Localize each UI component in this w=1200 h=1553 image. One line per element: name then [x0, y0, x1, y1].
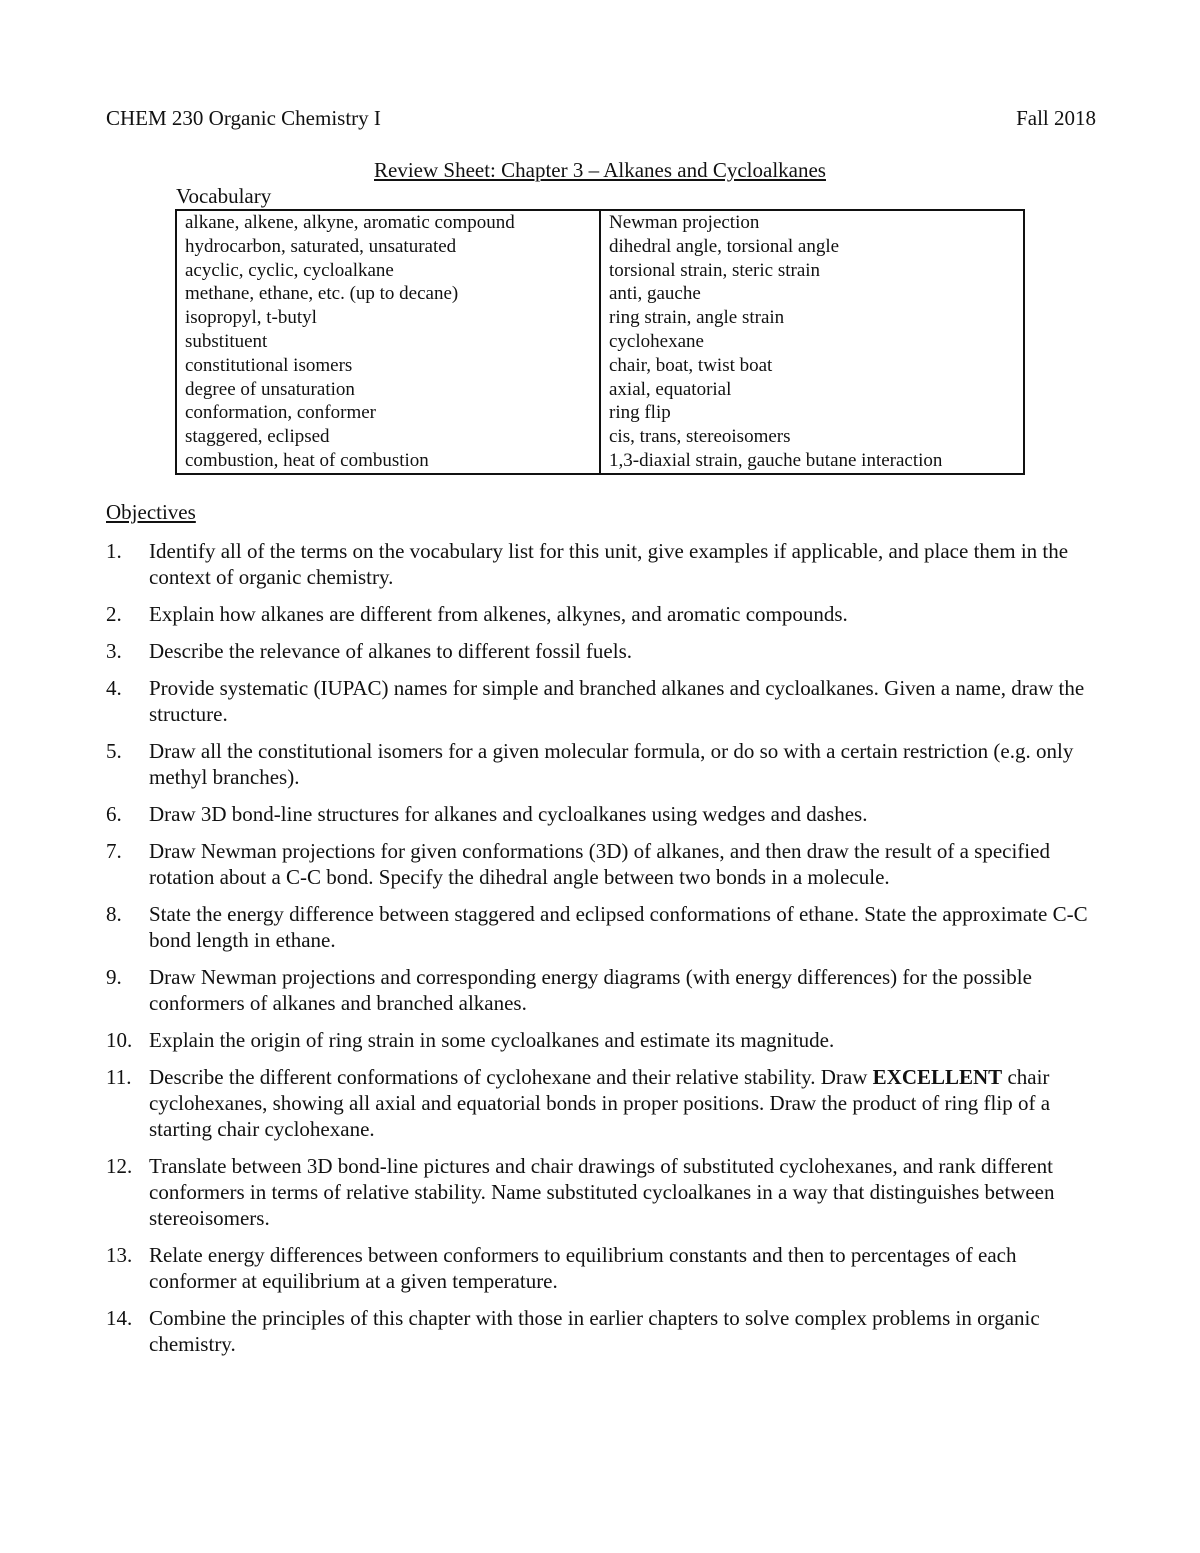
objective-number: 14.	[106, 1306, 133, 1330]
objective-number: 10.	[106, 1028, 133, 1052]
objective-number: 4.	[106, 676, 122, 700]
vocabulary-heading: Vocabulary	[176, 184, 272, 208]
vocab-term: alkane, alkene, alkyne, aromatic compound	[185, 212, 515, 233]
vocabulary-table	[175, 209, 1025, 475]
objective-text: Draw Newman projections for given conformations (3D) of alkanes, and then draw the result of a specified rotation about a C-C bond. Specify the dihedral angle between two bonds in a molecule.	[149, 839, 1050, 889]
vocab-term: torsional strain, steric strain	[609, 259, 821, 281]
objective-text: Translate between 3D bond-line pictures and chair drawings of substituted cyclohexanes, and rank different conformers in terms of relative stability. Name substituted cycloalkanes in a way that distinguishes between stereoisomers.	[149, 1154, 1055, 1230]
objective-text: Describe the relevance of alkanes to different fossil fuels.	[149, 639, 632, 663]
vocab-term: acyclic, cyclic, cycloalkane	[185, 259, 394, 281]
vocab-term: degree of unsaturation	[185, 378, 355, 400]
page-title: Review Sheet: Chapter 3 – Alkanes and Cycloalkanes	[374, 158, 826, 182]
vocab-term: combustion, heat of combustion	[185, 449, 429, 471]
vocab-term: cyclohexane	[609, 330, 704, 352]
vocab-term: Newman projection	[609, 212, 760, 233]
objective-text: Draw 3D bond-line structures for alkanes and cycloalkanes using wedges and dashes.	[149, 802, 868, 826]
vocab-term: staggered, eclipsed	[185, 426, 330, 448]
objective-item	[106, 601, 1096, 627]
vocab-term: constitutional isomers	[185, 354, 353, 376]
objective-text: Explain how alkanes are different from alkenes, alkynes, and aromatic compounds.	[149, 602, 848, 626]
objective-text: Explain the origin of ring strain in some cycloalkanes and estimate its magnitude.	[149, 1028, 835, 1052]
objective-number: 9.	[106, 965, 122, 989]
vocab-term: conformation, conformer	[185, 402, 376, 424]
objective-number: 7.	[106, 839, 122, 863]
objective-item	[106, 1305, 1096, 1357]
objective-text-post: chair cyclohexanes, showing all axial and equatorial bonds in proper positions. Draw the product of ring flip of a starting chair cyclohexane.	[149, 1065, 1051, 1141]
objective-text-pre: Describe the different conformations of cyclohexane and their relative stability. Draw	[149, 1065, 873, 1089]
vocab-term: chair, boat, twist boat	[609, 354, 773, 376]
vocabulary-right-column	[600, 210, 1024, 474]
objective-text: Provide systematic (IUPAC) names for simple and branched alkanes and cycloalkanes. Given a name, draw the structure.	[149, 676, 1085, 726]
objective-item	[106, 1027, 1096, 1053]
objective-number: 11.	[106, 1065, 132, 1089]
vocab-term: anti, gauche	[609, 283, 701, 305]
objectives-list	[106, 538, 1096, 1368]
objective-number: 12.	[106, 1154, 133, 1178]
course-title: CHEM 230 Organic Chemistry I	[106, 106, 381, 130]
objective-text: Draw Newman projections and corresponding energy diagrams (with energy differences) for the possible conformers of alkanes and branched alkanes.	[149, 965, 1032, 1015]
objective-item	[106, 901, 1096, 953]
objective-number: 3.	[106, 639, 122, 663]
objective-item	[106, 1153, 1096, 1231]
vocabulary-row	[176, 210, 1024, 474]
objective-item	[106, 1242, 1096, 1294]
vocab-term: dihedral angle, torsional angle	[609, 235, 840, 257]
page-header	[106, 106, 1096, 131]
objective-item	[106, 638, 1096, 664]
objective-item	[106, 801, 1096, 827]
objective-text: Draw all the constitutional isomers for a given molecular formula, or do so with a certain restriction (e.g. only methyl branches).	[149, 739, 1074, 789]
vocab-term: hydrocarbon, saturated, unsaturated	[185, 235, 457, 257]
objectives-heading: Objectives	[106, 500, 196, 524]
objective-item	[106, 964, 1096, 1016]
objective-item	[106, 1064, 1096, 1142]
objective-number: 6.	[106, 802, 122, 826]
objective-item	[106, 838, 1096, 890]
vocab-term: 1,3-diaxial strain, gauche butane interaction	[609, 449, 943, 471]
objective-number: 8.	[106, 902, 122, 926]
objective-text: State the energy difference between staggered and eclipsed conformations of ethane. State the approximate C-C bond length in ethane.	[149, 902, 1088, 952]
objective-number: 13.	[106, 1243, 133, 1267]
objective-item	[106, 738, 1096, 790]
vocab-term: ring flip	[609, 402, 671, 424]
vocab-term: substituent	[185, 330, 268, 352]
vocab-term: methane, ethane, etc. (up to decane)	[185, 283, 459, 305]
objective-emphasis: EXCELLENT	[872, 1065, 1003, 1089]
term: Fall 2018	[1016, 106, 1096, 130]
objective-item	[106, 538, 1096, 590]
objective-item	[106, 675, 1096, 727]
vocab-term: cis, trans, stereoisomers	[609, 426, 791, 448]
vocab-term: isopropyl, t-butyl	[185, 307, 317, 329]
objective-text: Combine the principles of this chapter with those in earlier chapters to solve complex problems in organic chemistry.	[149, 1306, 1040, 1356]
vocabulary-left-column	[176, 210, 600, 474]
objective-number: 5.	[106, 739, 122, 763]
objective-text: Identify all of the terms on the vocabulary list for this unit, give examples if applicable, and place them in the context of organic chemistry.	[149, 539, 1069, 589]
vocab-term: ring strain, angle strain	[609, 307, 785, 329]
objective-text: Relate energy differences between conformers to equilibrium constants and then to percentages of each conformer at equilibrium at a given temperature.	[149, 1243, 1017, 1293]
vocab-term: axial, equatorial	[609, 378, 732, 400]
objective-number: 2.	[106, 602, 122, 626]
objective-number: 1.	[106, 539, 122, 563]
